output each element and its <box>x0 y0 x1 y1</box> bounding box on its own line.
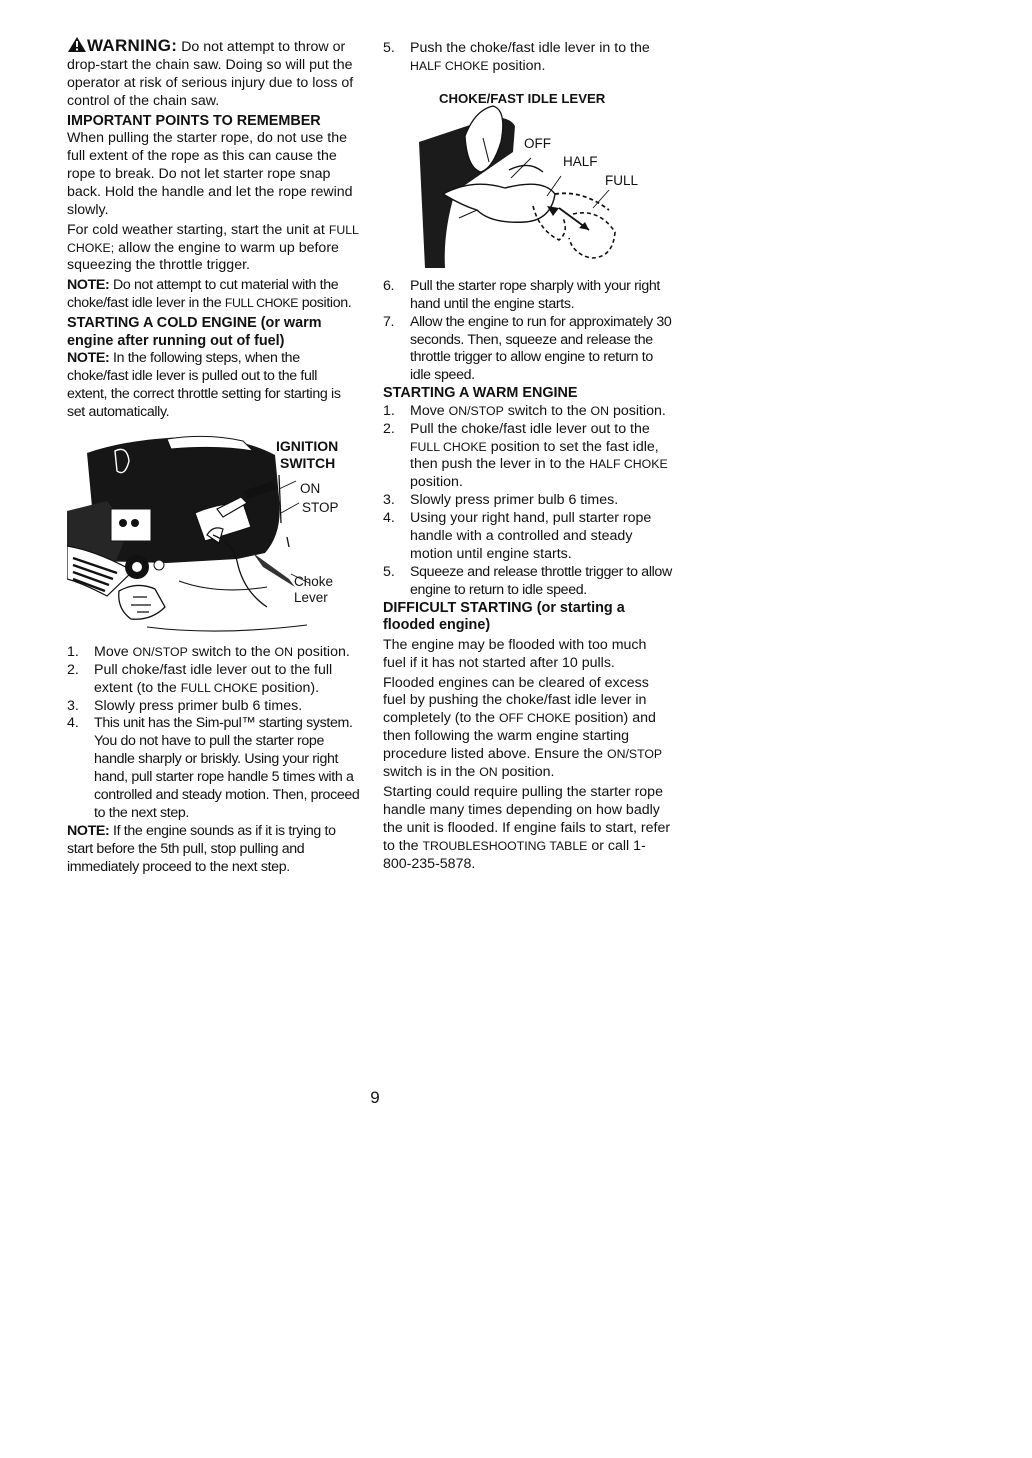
warm-step-3-text: Slowly press primer bulb 6 times. <box>410 492 619 509</box>
cold-note-text: In the following steps, when the choke/fast idle lever is pulled out to the full extent, the correct throttle setting for starting is set automatically. <box>67 350 341 420</box>
warm-step-3 <box>383 492 673 510</box>
warm-step-4 <box>383 510 673 564</box>
note1-a: Do not attempt to cut material with the choke/fast idle lever in the <box>67 277 339 312</box>
right-column <box>383 40 673 874</box>
cold-note2-label: NOTE: <box>67 822 110 839</box>
warm-step-2-sc1: FULL CHOKE <box>410 439 487 454</box>
difficult-p2-c: switch is in the <box>383 764 476 781</box>
cold-step-6 <box>383 278 673 314</box>
warm-step-2 <box>383 421 673 493</box>
cold-step-5-a: Push the choke/fast idle lever in to the <box>410 40 650 56</box>
label-choke: Choke <box>294 573 334 589</box>
cold-step-6-text: Pull the starter rope sharply with your right hand until the engine starts. <box>410 277 660 312</box>
difficult-p1: The engine may be flooded with too much fuel if it has not started after 10 pulls. <box>383 636 647 671</box>
label-ignition: IGNITION <box>276 437 339 454</box>
label-off: OFF <box>524 135 551 151</box>
difficult-p2-sc3: ON <box>479 765 498 780</box>
warm-step-1 <box>383 403 673 421</box>
cold-step-2 <box>67 662 360 698</box>
warm-step-2-b: position to set the fast idle, then push the lever in to the <box>410 438 659 473</box>
note1-paragraph <box>67 277 360 313</box>
left-column <box>67 36 360 877</box>
choke-lever-figure <box>383 82 673 272</box>
cold-step-6-num: 6. <box>383 277 395 294</box>
cold-step-7-text: Allow the engine to run for approximately 30 seconds. Then, squeeze and release the throttle trigger to allow engine to return to idle speed. <box>410 313 672 384</box>
difficult-p2-sc1: OFF CHOKE <box>498 711 571 726</box>
warm-step-2-sc2: HALF CHOKE <box>589 457 668 472</box>
warm-step-2-text <box>410 421 673 493</box>
warning-body: throw or drop-start the chain saw. Doing so will put the operator at risk of serious injury due to loss of control of the chain saw. <box>67 39 354 109</box>
warning-paragraph <box>67 36 360 111</box>
warm-step-2-c: position. <box>410 474 463 491</box>
important-p2-b: allow the engine to warm up before squeezing the throttle trigger. <box>67 239 339 274</box>
warm-step-1-c: position. <box>612 402 666 419</box>
label-half: HALF <box>563 153 598 169</box>
warning-lead: Do not attempt to <box>181 39 291 55</box>
cold-step-3-num: 3. <box>67 697 79 714</box>
note1-b: position. <box>301 295 352 312</box>
cold-step-5-text <box>410 40 673 76</box>
page-number: 9 <box>370 1088 380 1107</box>
difficult-p3 <box>383 784 673 874</box>
cold-step-1-sc2: ON <box>274 644 293 659</box>
warm-step-1-num: 1. <box>383 402 395 419</box>
label-switch: SWITCH <box>280 454 336 471</box>
warm-step-1-b: switch to the <box>507 402 587 419</box>
cold-step-5-num: 5. <box>383 40 395 56</box>
warm-step-1-sc2: ON <box>590 403 609 418</box>
warm-step-3-num: 3. <box>383 492 395 509</box>
warm-step-4-text: Using your right hand, pull starter rope handle with a controlled and steady motion until engine starts. <box>410 510 652 562</box>
difficult-p2-a: Flooded engines can be cleared of excess fuel by pushing the choke/fast idle lever in completely (to the <box>383 674 649 727</box>
figure2-title: CHOKE/FAST IDLE LEVER <box>439 90 606 106</box>
support-phone-number: 1-800-235-5878. <box>383 837 646 872</box>
cold-step-4-num: 4. <box>67 715 79 732</box>
cold-step-4 <box>67 715 360 822</box>
label-full: FULL <box>605 172 639 188</box>
important-heading: IMPORTANT POINTS TO REMEMBER <box>67 112 321 129</box>
cold-steps-cont-list <box>383 40 673 76</box>
difficult-heading: DIFFICULT STARTING (or starting a flooded engine) <box>383 599 625 634</box>
warning-title: WARNING: <box>87 36 178 55</box>
cold-step-2-b: position). <box>261 679 320 696</box>
warm-step-5-text: Squeeze and release throttle trigger to allow engine to return to idle speed. <box>410 563 672 598</box>
cold-step-7 <box>383 314 673 386</box>
cold-step-5-sc: HALF CHOKE <box>410 58 489 73</box>
cold-step-1-num: 1. <box>67 643 79 660</box>
warm-step-5 <box>383 564 673 600</box>
cold-step-3-text: Slowly press primer bulb 6 times. <box>94 697 303 714</box>
difficult-p2-d: position. <box>501 764 555 781</box>
difficult-p3-a: Starting could require pulling the starter rope handle many times depending on how badly the unit is flooded. If engine fails to start, refer to the <box>383 783 671 854</box>
cold-step-7-num: 7. <box>383 313 395 330</box>
cold-note-label: NOTE: <box>67 350 110 367</box>
cold-step-1 <box>67 644 360 662</box>
label-lever: Lever <box>294 589 328 605</box>
difficult-p2 <box>383 675 673 782</box>
warm-step-2-a: Pull the choke/fast idle lever out to the <box>410 420 650 437</box>
warning-triangle-icon <box>67 36 87 53</box>
warm-step-2-num: 2. <box>383 420 395 437</box>
important-p2-a: For cold weather starting, start the unit at <box>67 221 325 238</box>
warm-heading: STARTING A WARM ENGINE <box>383 385 578 402</box>
warm-step-1-a: Move <box>410 402 445 419</box>
warm-step-1-text <box>410 403 673 421</box>
warm-step-5-num: 5. <box>383 563 395 580</box>
cold-step-1-c: position. <box>296 643 350 660</box>
cold-steps-list <box>67 644 360 823</box>
difficult-p2-b: position) and then following the warm engine starting procedure listed above. Ensure the <box>383 710 656 763</box>
cold-step-1-b: switch to the <box>191 643 271 660</box>
label-stop: STOP <box>302 499 339 515</box>
important-p2-sc: FULL CHOKE; <box>67 222 359 255</box>
cold-step-4-text: This unit has the Sim-pul™ starting system. You do not have to pull the starter rope handle sharply or briskly. Using your right hand, pull starter rope handle 5 times with a controlled and steady motion. Then, proceed to the next step. <box>94 715 360 821</box>
cold-note2 <box>67 823 360 877</box>
cold-step-3 <box>67 698 360 716</box>
warm-step-4-num: 4. <box>383 510 395 527</box>
cold-note2-text: If the engine sounds as if it is trying to start before the 5th pull, stop pulling and immediately proceed to the next step. <box>67 822 336 875</box>
cold-step-1-sc1: ON/STOP <box>132 644 188 659</box>
cold-step-2-a: Pull choke/fast idle lever out to the full extent (to the <box>94 661 333 696</box>
cold-note <box>67 350 360 422</box>
difficult-p3-b: or call <box>591 837 630 854</box>
important-p2 <box>67 222 360 276</box>
note1-label: NOTE: <box>67 277 110 294</box>
cold-step-2-text <box>94 662 360 698</box>
cold-steps-cont-list-2 <box>383 278 673 385</box>
cold-step-1-text <box>94 644 360 662</box>
note1-sc: FULL CHOKE <box>224 296 299 311</box>
cold-step-2-sc1: FULL CHOKE <box>180 680 258 695</box>
cold-step-1-a: Move <box>94 643 129 660</box>
cold-heading: STARTING A COLD ENGINE (or warm engine after running out of fuel) <box>67 315 322 349</box>
label-on: ON <box>300 480 321 496</box>
ignition-switch-figure <box>67 431 360 634</box>
difficult-p2-sc2: ON/STOP <box>607 747 663 762</box>
cold-step-2-num: 2. <box>67 661 79 678</box>
important-p1: When pulling the starter rope, do not use the full extent of the rope as this can cause the rope to break. Do not let starter rope snap back. Hold the handle and let the rope rewind slowly. <box>67 130 353 218</box>
cold-step-5 <box>383 40 673 76</box>
cold-step-5-b: position. <box>492 57 546 74</box>
warm-steps-list <box>383 403 673 600</box>
difficult-p3-sc: TROUBLESHOOTING TABLE <box>422 838 588 853</box>
warm-step-1-sc1: ON/STOP <box>448 403 504 418</box>
